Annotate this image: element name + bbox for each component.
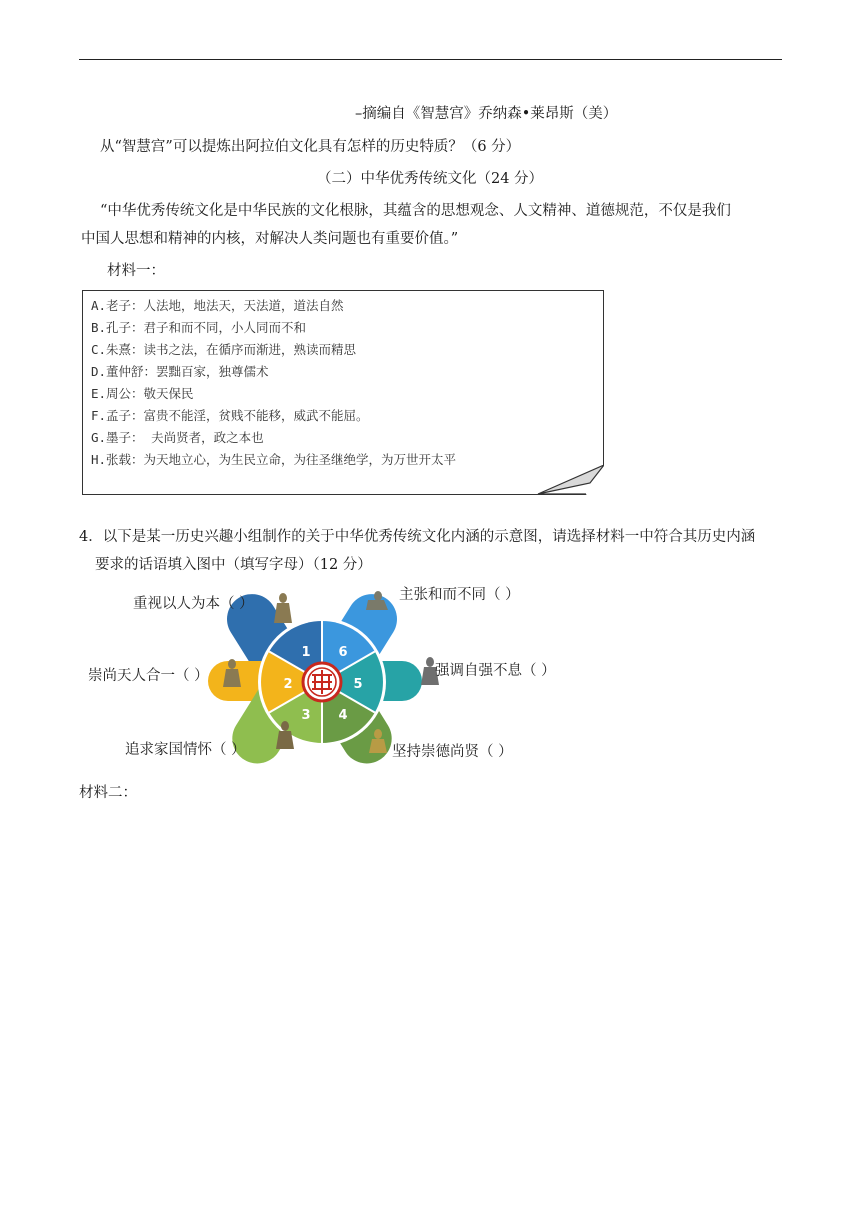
material1-item: F.孟子：富贵不能淫，贫贱不能移，威武不能屈。 [91,408,369,423]
material1-item: E.周公：敬天保民 [91,386,194,401]
material2-label: 材料二： [79,785,137,801]
section-title: （二）中华优秀传统文化（24 分） [316,171,544,187]
seal-icon [303,663,341,701]
sector-number-6: 6 [338,645,348,660]
sector-number-1: 1 [301,645,311,660]
question4-line-2: 要求的话语填入图中（填写字母）（12 分） [95,557,372,573]
source-attribution: –摘编自《智慧宫》乔纳森•莱昂斯（美） [355,106,618,122]
intro-line-2: 中国人思想和精神的内核，对解决人类问题也有重要价值。” [81,231,459,247]
petal-1-label: 重视以人为本（ ） [133,596,254,612]
sage-figure-icon [274,593,292,623]
header-rule [79,59,782,60]
material1-item: B.孔子：君子和而不同，小人同而不和 [91,320,307,335]
culture-petal-diagram [80,578,600,778]
sector-number-4: 4 [338,708,348,723]
petal-4-label: 坚持崇德尚贤（ ） [392,744,513,760]
page-curl-icon [534,465,604,495]
material1-item: G.墨子： 夫尚贤者，政之本也 [91,430,264,445]
petal-2-label: 崇尚天人合一（ ） [88,668,209,684]
material1-item: A.老子：人法地，地法天，天法道，道法自然 [91,298,344,313]
material1-item: H.张载：为天地立心，为生民立命，为往圣继绝学，为万世开太平 [91,452,457,467]
petal-3-label: 追求家国情怀（ ） [125,742,246,758]
material1-item: D.董仲舒：罢黜百家，独尊儒术 [91,364,269,379]
sector-number-5: 5 [353,677,363,692]
question4-line-1: 4．以下是某一历史兴趣小组制作的关于中华优秀传统文化内涵的示意图，请选择材料一中符合其历史内涵 [79,529,756,545]
material1-card [82,290,604,495]
petal-6-label: 主张和而不同（ ） [399,587,520,603]
material1-label: 材料一： [107,263,165,279]
sector-number-2: 2 [283,677,293,692]
intro-line-1: “中华优秀传统文化是中华民族的文化根脉，其蕴含的思想观念、人文精神、道德规范，不仅是我们 [100,203,731,219]
sector-number-3: 3 [301,708,311,723]
material1-item: C.朱熹：读书之法，在循序而渐进，熟读而精思 [91,342,357,357]
previous-question: 从“智慧宫”可以提炼出阿拉伯文化具有怎样的历史特质？（6 分） [100,139,521,155]
petal-5-label: 强调自强不息（ ） [435,663,556,679]
